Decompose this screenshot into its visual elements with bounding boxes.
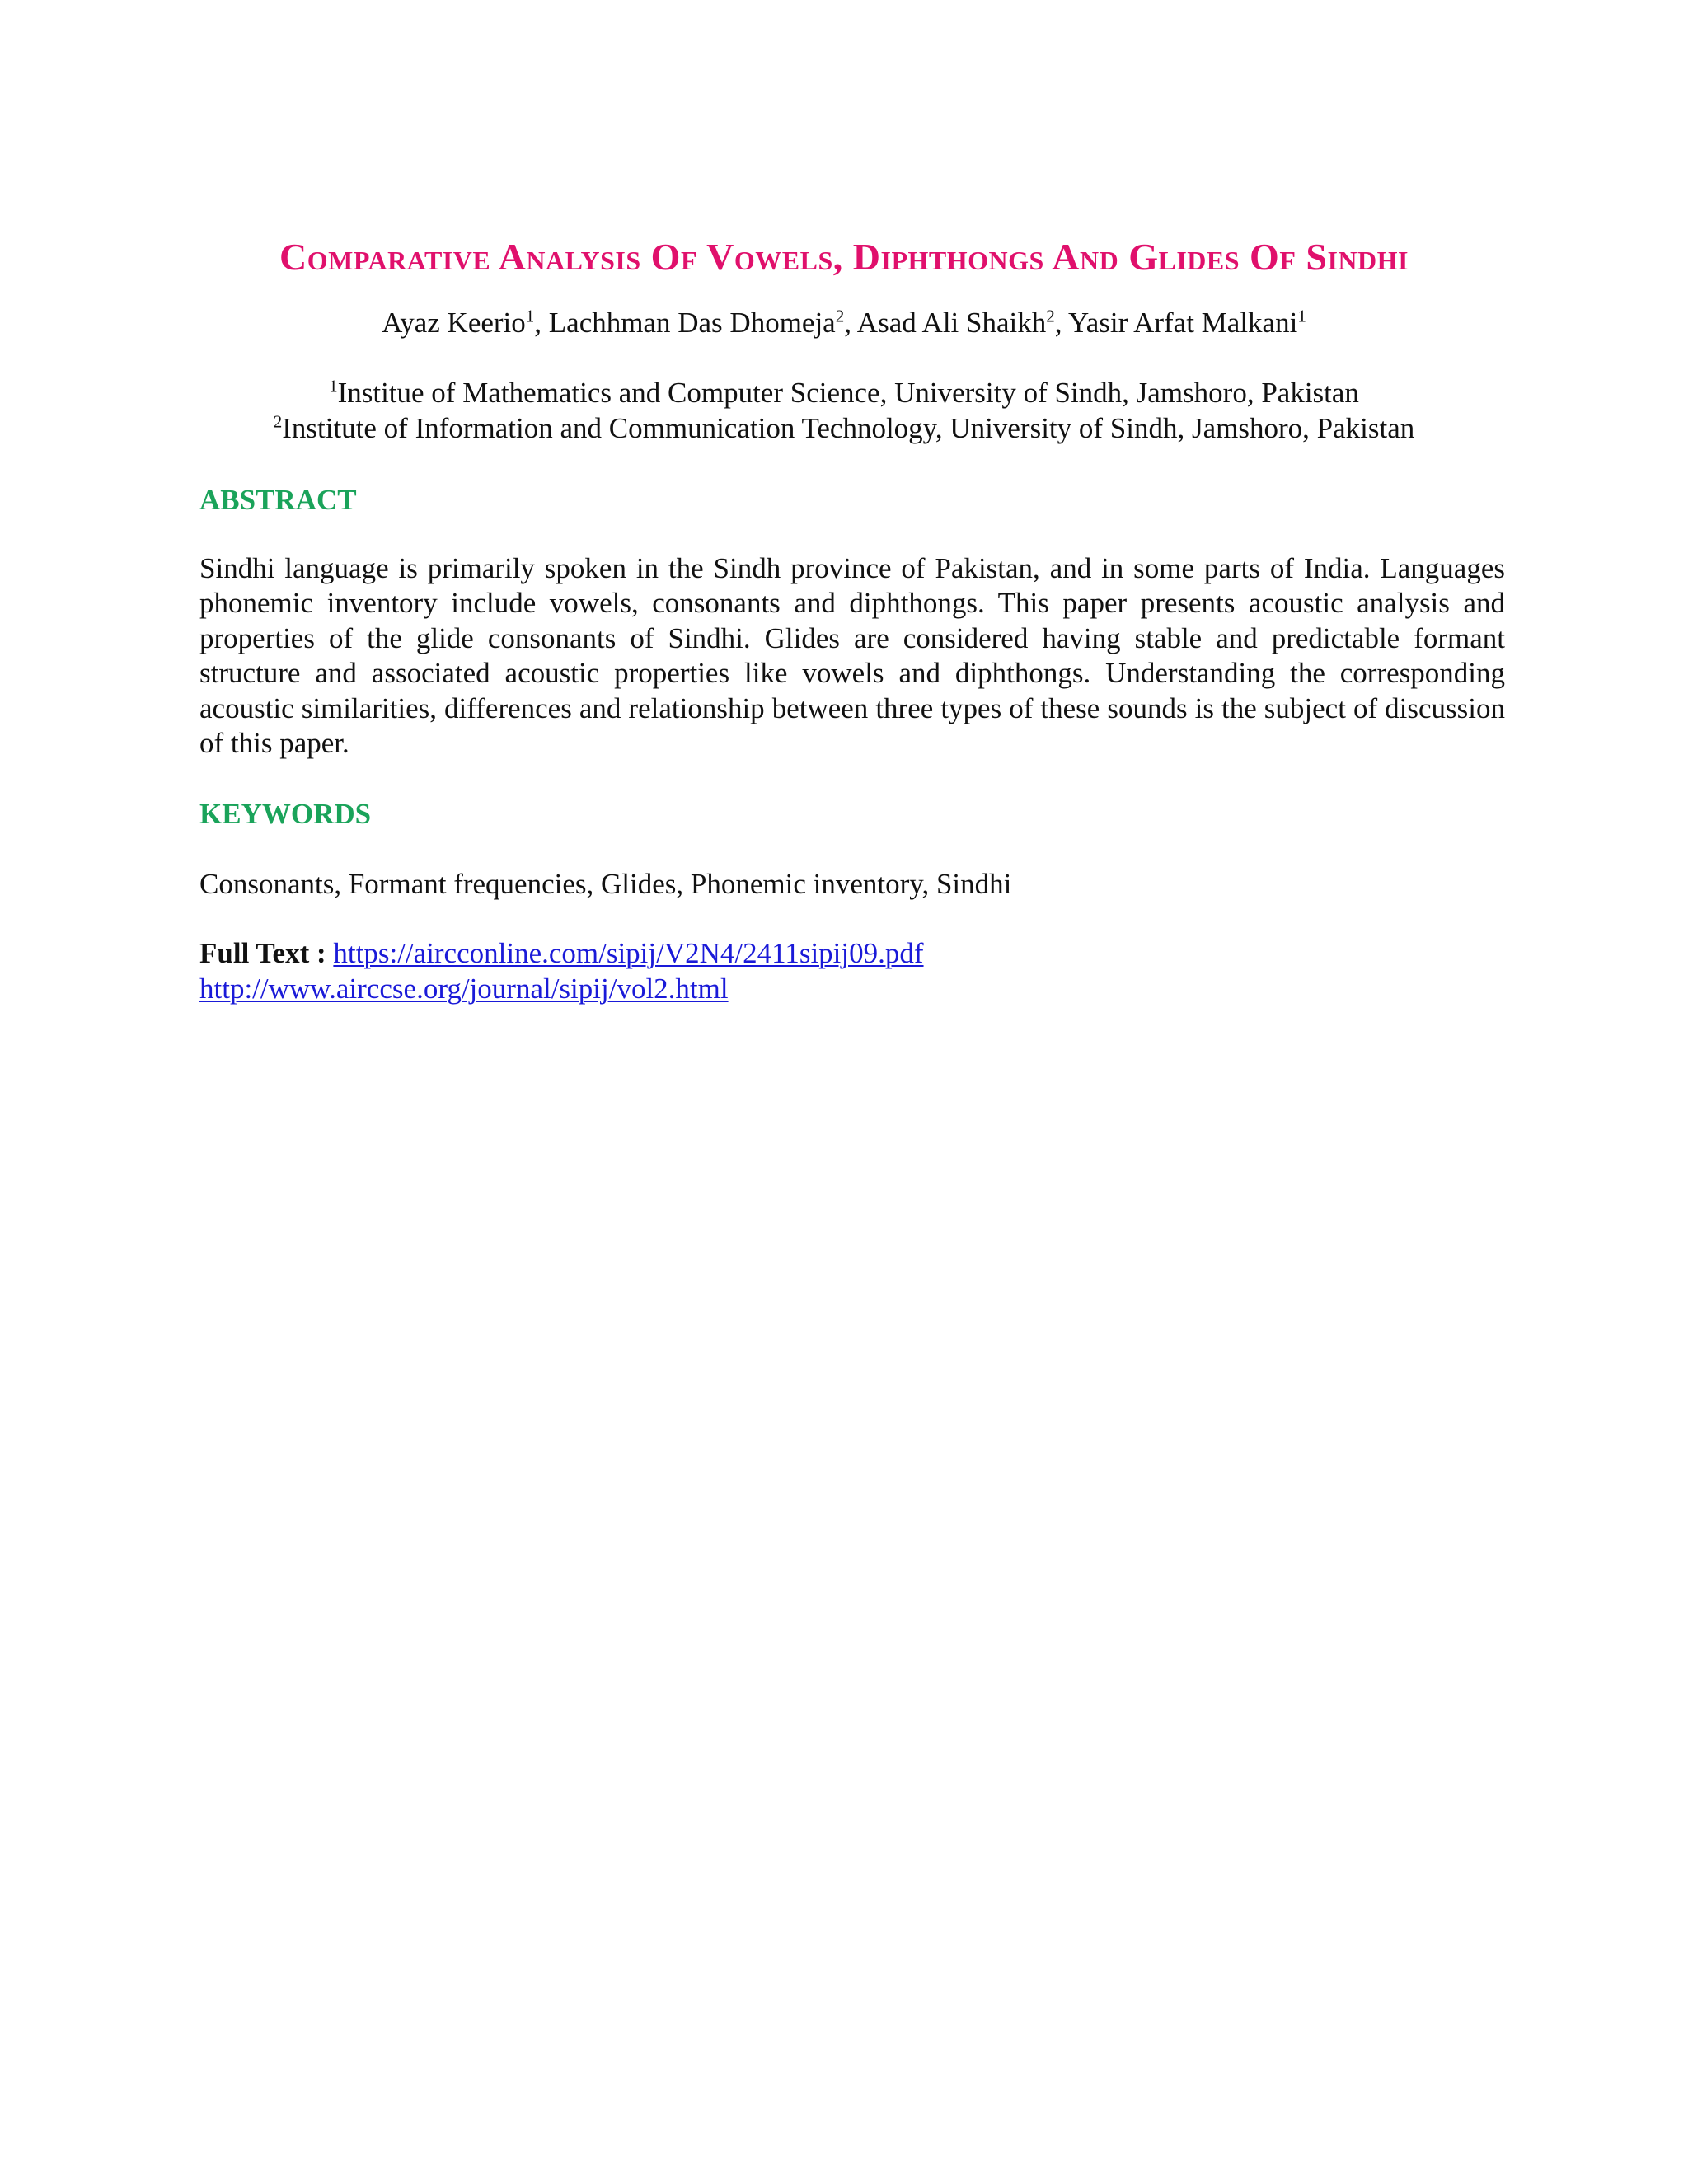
affiliation-marker: 1 <box>329 376 338 396</box>
full-text-section <box>199 935 924 1006</box>
author-affiliation-marker: 1 <box>525 306 535 326</box>
affiliation-list <box>0 375 1688 446</box>
author-name: Ayaz Keerio <box>382 307 526 339</box>
author-name: Lachhman Das Dhomeja <box>548 307 836 339</box>
full-text-label: Full Text : <box>199 937 326 969</box>
journal-volume-line <box>199 971 924 1006</box>
affiliation-line <box>0 375 1688 410</box>
author-list: Ayaz Keerio$^1$, Lachhman Das Dhomeja$^2$, Asad Ali Shaikh$^2$, Yasir Arfat Malkani$^1$ <box>382 306 1306 339</box>
keywords-heading: KEYWORDS <box>199 798 372 830</box>
abstract-body: Sindhi language is primarily spoken in the Sindh province of Pakistan, and in some parts of India. Languages phonemic inventory include vowels, consonants and diphthongs. This paper presents acoustic analysis and properties of the glide consonants of Sindhi. Glides are considered having stable and predictable formant structure and associated acoustic properties like vowels and diphthongs. Understanding the corresponding acoustic similarities, differences and relationship between three types of these sounds is the subject of discussion of this paper. <box>199 552 1505 760</box>
affiliation-line <box>0 410 1688 446</box>
journal-volume-link[interactable]: http://www.airccse.org/journal/sipij/vol2.html <box>199 972 729 1005</box>
full-text-line <box>199 935 924 971</box>
author-affiliation-marker: 2 <box>1046 306 1055 326</box>
keywords-body: Consonants, Formant frequencies, Glides, Phonemic inventory, Sindhi <box>199 868 1012 900</box>
author-name: Yasir Arfat Malkani <box>1067 307 1298 339</box>
full-text-pdf-link[interactable]: https://aircconline.com/sipij/V2N4/2411sipij09.pdf <box>333 937 924 969</box>
author-affiliation-marker: 1 <box>1297 306 1306 326</box>
affiliation-text: Institute of Information and Communication Technology, University of Sindh, Jamshoro, Pakistan <box>282 412 1415 444</box>
affiliation-marker: 2 <box>273 411 283 432</box>
abstract-heading: ABSTRACT <box>199 484 357 516</box>
paper-title: Comparative Analysis Of Vowels, Diphthongs And Glides Of Sindhi <box>279 236 1409 278</box>
author-name: Asad Ali Shaikh <box>856 307 1047 339</box>
affiliation-text: Institue of Mathematics and Computer Science, University of Sindh, Jamshoro, Pakistan <box>337 377 1359 409</box>
author-affiliation-marker: 2 <box>835 306 845 326</box>
